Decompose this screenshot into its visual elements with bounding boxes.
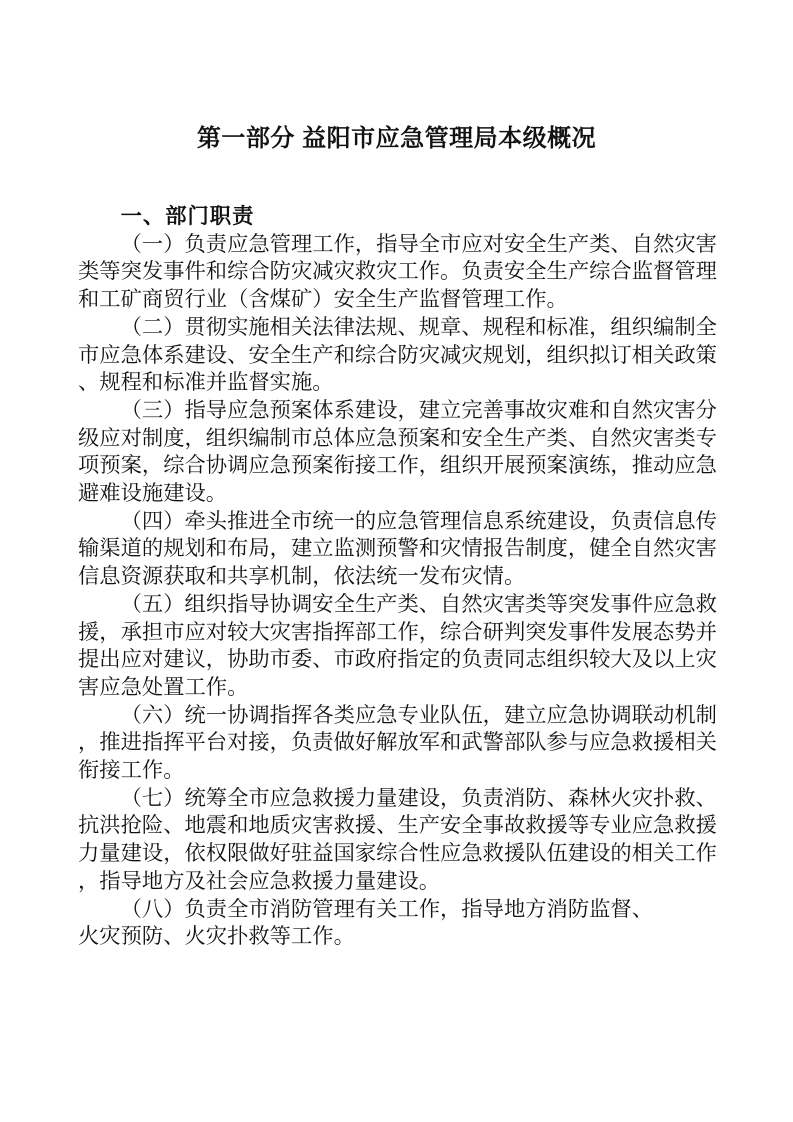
- paragraph-line: 市应急体系建设、安全生产和综合防灾减灾规划，组织拟订相关政策: [78, 342, 717, 368]
- paragraph-line: ，推进指挥平台对接，负责做好解放军和武警部队参与应急救援相关: [78, 730, 717, 756]
- paragraph: [78, 397, 757, 508]
- paragraph-line: 火灾预防、火灾扑救等工作。: [78, 924, 355, 950]
- paragraph-line: ，指导地方及社会应急救援力量建设。: [78, 868, 441, 894]
- paragraph-line: 类等突发事件和综合防灾减灾救灾工作。负责安全生产综合监督管理: [78, 259, 717, 285]
- paragraph-line: 级应对制度，组织编制市总体应急预案和安全生产类、自然灾害类专: [78, 425, 717, 451]
- paragraph-line: （四）牵头推进全市统一的应急管理信息系统建设，负责信息传: [120, 508, 717, 534]
- paragraph-line: （八）负责全市消防管理有关工作，指导地方消防监督、: [120, 896, 654, 922]
- paragraph-line: （一）负责应急管理工作，指导全市应对安全生产类、自然灾害: [120, 231, 717, 257]
- paragraph-list: [78, 231, 757, 951]
- paragraph-line: （六）统一协调指挥各类应急专业队伍，建立应急协调联动机制: [120, 702, 717, 728]
- paragraph-line: 害应急处置工作。: [78, 674, 249, 700]
- paragraph: [78, 591, 757, 702]
- paragraph-line: 提出应对建议，协助市委、市政府指定的负责同志组织较大及以上灾: [78, 647, 717, 673]
- paragraph: [78, 508, 757, 591]
- paragraph: [78, 896, 757, 951]
- paragraph-line: 输渠道的规划和布局，建立监测预警和灾情报告制度，健全自然灾害: [78, 536, 717, 562]
- paragraph-line: 项预案，综合协调应急预案衔接工作，组织开展预案演练，推动应急: [78, 453, 717, 479]
- paragraph-line: 信息资源获取和共享机制，依法统一发布灾情。: [78, 564, 526, 590]
- paragraph-line: （五）组织指导协调安全生产类、自然灾害类等突发事件应急救: [120, 591, 717, 617]
- paragraph-line: （三）指导应急预案体系建设，建立完善事故灾难和自然灾害分: [120, 397, 717, 423]
- paragraph: [78, 231, 757, 314]
- paragraph-line: （二）贯彻实施相关法律法规、规章、规程和标准，组织编制全: [120, 314, 717, 340]
- document-body: [78, 203, 757, 951]
- paragraph: [78, 785, 757, 896]
- paragraph-line: 避难设施建设。: [78, 481, 228, 507]
- paragraph: [78, 702, 757, 785]
- paragraph: [78, 314, 757, 397]
- paragraph-line: 和工矿商贸行业（含煤矿）安全生产监督管理工作。: [78, 287, 568, 313]
- paragraph-line: 衔接工作。: [78, 758, 185, 784]
- paragraph-line: 力量建设，依权限做好驻益国家综合性应急救援队伍建设的相关工作: [78, 841, 717, 867]
- page-title: 第一部分 益阳市应急管理局本级概况: [196, 125, 597, 152]
- paragraph-line: 援，承担市应对较大灾害指挥部工作，综合研判突发事件发展态势并: [78, 619, 717, 645]
- paragraph-line: 、规程和标准并监督实施。: [78, 370, 334, 396]
- paragraph-line: （七）统筹全市应急救援力量建设，负责消防、森林火灾扑救、: [120, 785, 717, 811]
- paragraph-line: 抗洪抢险、地震和地质灾害救援、生产安全事故救援等专业应急救援: [78, 813, 717, 839]
- section-heading: 一、部门职责: [120, 204, 255, 228]
